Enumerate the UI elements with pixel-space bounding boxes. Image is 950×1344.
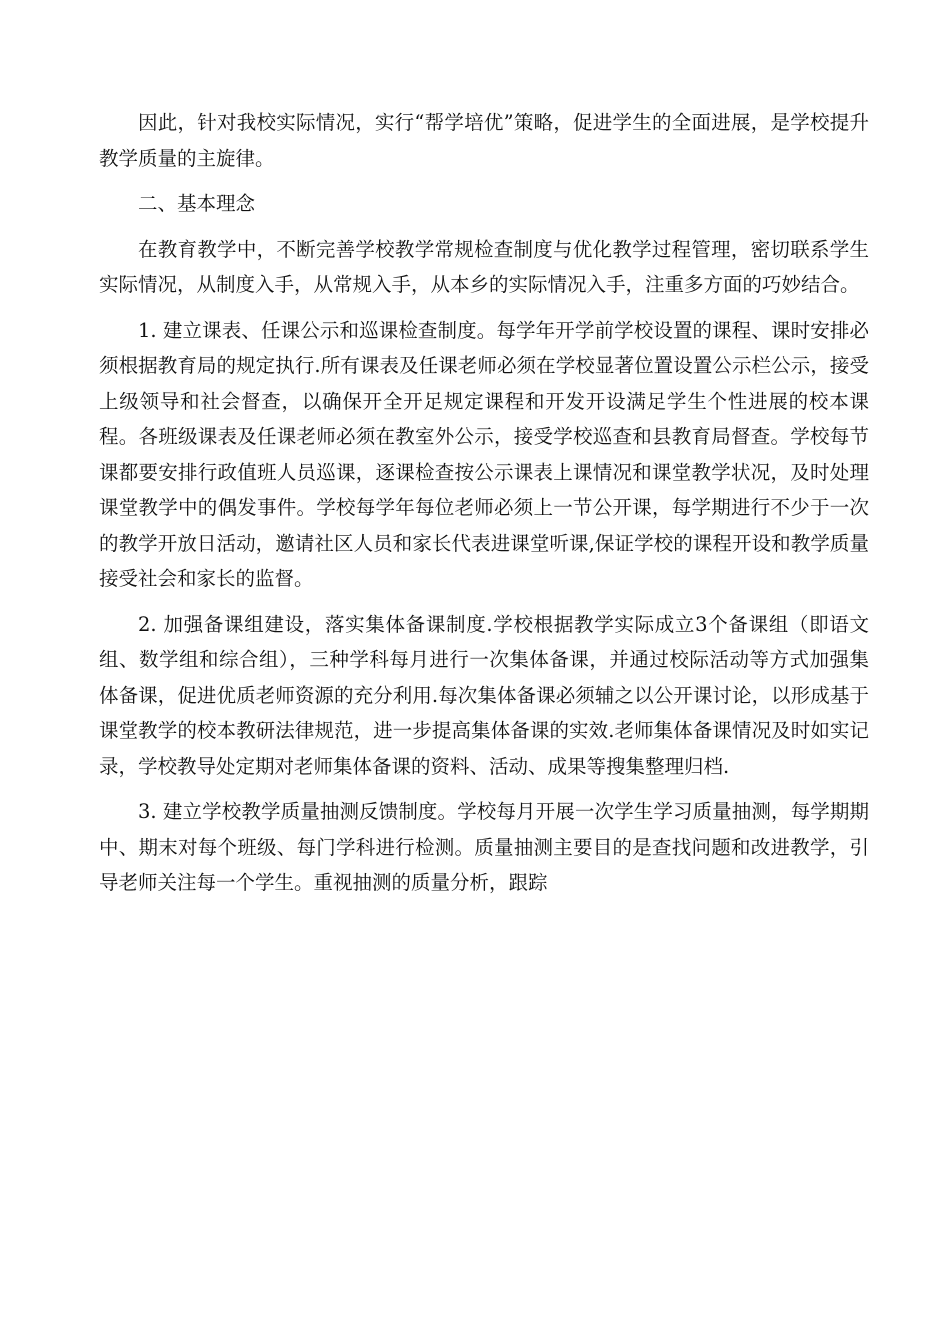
paragraph-item-3-quality-sampling: 3. 建立学校教学质量抽测反馈制度。学校每月开展一次学生学习质量抽测，每学期期中、期末对每个班级、每门学科进行检测。质量抽测主要目的是查找问题和改进教学，引导老师关注每一个学生。重视抽测的质量分析，跟踪 [99, 800, 869, 894]
paragraph-item-2-collective-lesson-prep: 2. 加强备课组建设，落实集体备课制度.学校根据教学实际成立3个备课组（即语文组、数学组和综合组），三种学科每月进行一次集体备课，并通过校际活动等方式加强集体备课，促进优质老师资源的充分利用.每次集体备课必须辅之以公开课讨论，以形成基于课堂教学的校本教研法律规范，进一步提高集体备课的实效.老师集体备课情况及时如实记录，学校教导处定期对老师集体备课的资料、活动、成果等搜集整理归档. [99, 612, 869, 778]
paragraph-basic-concept: 在教育教学中，不断完善学校教学常规检查制度与优化教学过程管理，密切联系学生实际情况，从制度入手，从常规入手，从本乡的实际情况入手，注重多方面的巧妙结合。 [99, 237, 869, 296]
section-heading-basic-concept: 二、基本理念 [138, 192, 256, 215]
paragraph-intro-conclusion: 因此，针对我校实际情况，实行“帮学培优”策略，促进学生的全面进展，是学校提升教学质量的主旋律。 [99, 111, 869, 170]
paragraph-item-1-schedule-inspection: 1. 建立课表、任课公示和巡课检查制度。每学年开学前学校设置的课程、课时安排必须根据教育局的规定执行.所有课表及任课老师必须在学校显著位置设置公示栏公示，接受上级领导和社会督查，以确保开全开足规定课程和开发开设满足学生个性进展的校本课程。各班级课表及任课老师必须在教室外公示，接受学校巡查和县教育局督查。学校每节课都要安排行政值班人员巡课，逐课检查按公示课表上课情况和课堂教学状况，及时处理课堂教学中的偶发事件。学校每学年每位老师必须上一节公开课，每学期进行不少于一次的教学开放日活动，邀请社区人员和家长代表进课堂听课,保证学校的课程开设和教学质量接受社会和家长的监督。 [99, 318, 869, 590]
document-body [99, 105, 869, 911]
